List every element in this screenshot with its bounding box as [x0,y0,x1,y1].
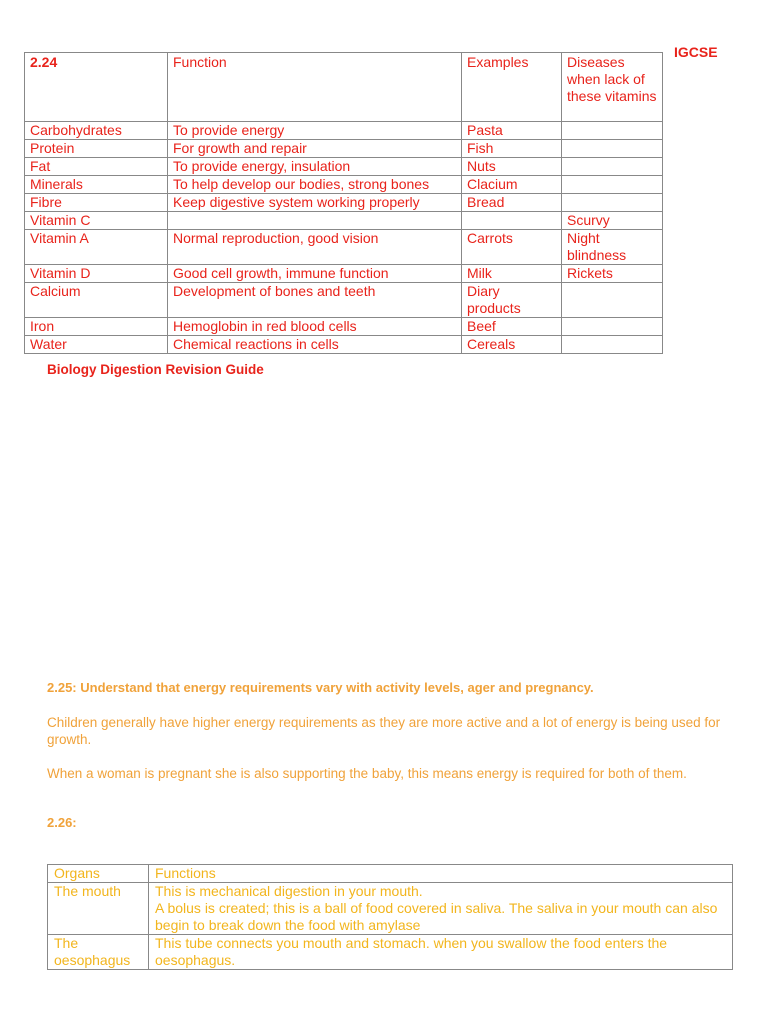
table-row [25,318,663,336]
table-cell: Water [25,336,168,354]
nutrient-table-header [25,53,663,122]
table-row [48,883,733,935]
table-cell: Vitamin D [25,265,168,283]
function-line: A bolus is created; this is a ball of food covered in saliva. The saliva in your mouth can also begin to break down the food with amylase [155,900,718,933]
table-row [25,265,663,283]
table-cell: Beef [462,318,562,336]
table-cell: Carbohydrates [25,122,168,140]
section-225-heading: 2.25: Understand that energy requirements vary with activity levels, ager and pregnancy. [47,680,594,695]
table-cell: Fish [462,140,562,158]
table-cell: Hemoglobin in red blood cells [168,318,462,336]
section-number-224: 2.24 [25,53,168,122]
table-cell [562,158,663,176]
igcse-label: IGCSE [674,44,718,60]
table-cell: Rickets [562,265,663,283]
table-row [25,158,663,176]
table-cell: Iron [25,318,168,336]
table-cell: Clacium [462,176,562,194]
table-cell: To provide energy [168,122,462,140]
table-cell: For growth and repair [168,140,462,158]
header-examples: Examples [462,53,562,122]
table-row [25,336,663,354]
table-cell: Vitamin C [25,212,168,230]
table-cell [562,336,663,354]
table-cell: To provide energy, insulation [168,158,462,176]
header-organs: Organs [48,865,149,883]
table-cell [562,140,663,158]
table-cell: Bread [462,194,562,212]
header-function: Function [168,53,462,122]
table-cell [562,176,663,194]
table-cell: Scurvy [562,212,663,230]
table-row [25,140,663,158]
table-cell: Milk [462,265,562,283]
table-row [25,122,663,140]
table-cell: Protein [25,140,168,158]
organ-function [149,935,733,970]
table-cell [562,194,663,212]
table-cell: Development of bones and teeth [168,283,462,318]
table-row [25,230,663,265]
table-cell [462,212,562,230]
paragraph-children-energy: Children generally have higher energy requirements as they are more active and a lot of energy is being used for growth. [47,715,721,747]
header-functions: Functions [149,865,733,883]
table-cell: Pasta [462,122,562,140]
table-cell: Keep digestive system working properly [168,194,462,212]
table-row [25,212,663,230]
table-cell [562,122,663,140]
nutrient-table [24,52,663,354]
table-row [25,283,663,318]
function-line: This tube connects you mouth and stomach. when you swallow the food enters the oesophagus. [155,935,668,968]
organs-table-header [48,865,733,883]
table-cell: Night blindness [562,230,663,265]
table-row [25,176,663,194]
organ-function [149,883,733,935]
table-cell: Normal reproduction, good vision [168,230,462,265]
table-row [48,935,733,970]
organ-name: The oesophagus [48,935,149,970]
table-cell: Nuts [462,158,562,176]
table-cell [168,212,462,230]
table-cell: Minerals [25,176,168,194]
organ-name: The mouth [48,883,149,935]
function-line: This is mechanical digestion in your mouth. [155,883,423,899]
table-cell: Fat [25,158,168,176]
paragraph-pregnancy-energy: When a woman is pregnant she is also supporting the baby, this means energy is required for both of them. [47,766,687,781]
table-cell: Good cell growth, immune function [168,265,462,283]
header-diseases: Diseases when lack of these vitamins [562,53,663,122]
organs-table [47,864,733,970]
table-cell: Cereals [462,336,562,354]
table-cell: To help develop our bodies, strong bones [168,176,462,194]
table-cell: Calcium [25,283,168,318]
table-row [25,194,663,212]
table-cell: Carrots [462,230,562,265]
table-cell: Diary products [462,283,562,318]
table-cell [562,318,663,336]
document-title: Biology Digestion Revision Guide [47,362,264,377]
table-cell: Fibre [25,194,168,212]
section-226-heading: 2.26: [47,815,77,830]
table-cell: Vitamin A [25,230,168,265]
table-cell: Chemical reactions in cells [168,336,462,354]
table-cell [562,283,663,318]
